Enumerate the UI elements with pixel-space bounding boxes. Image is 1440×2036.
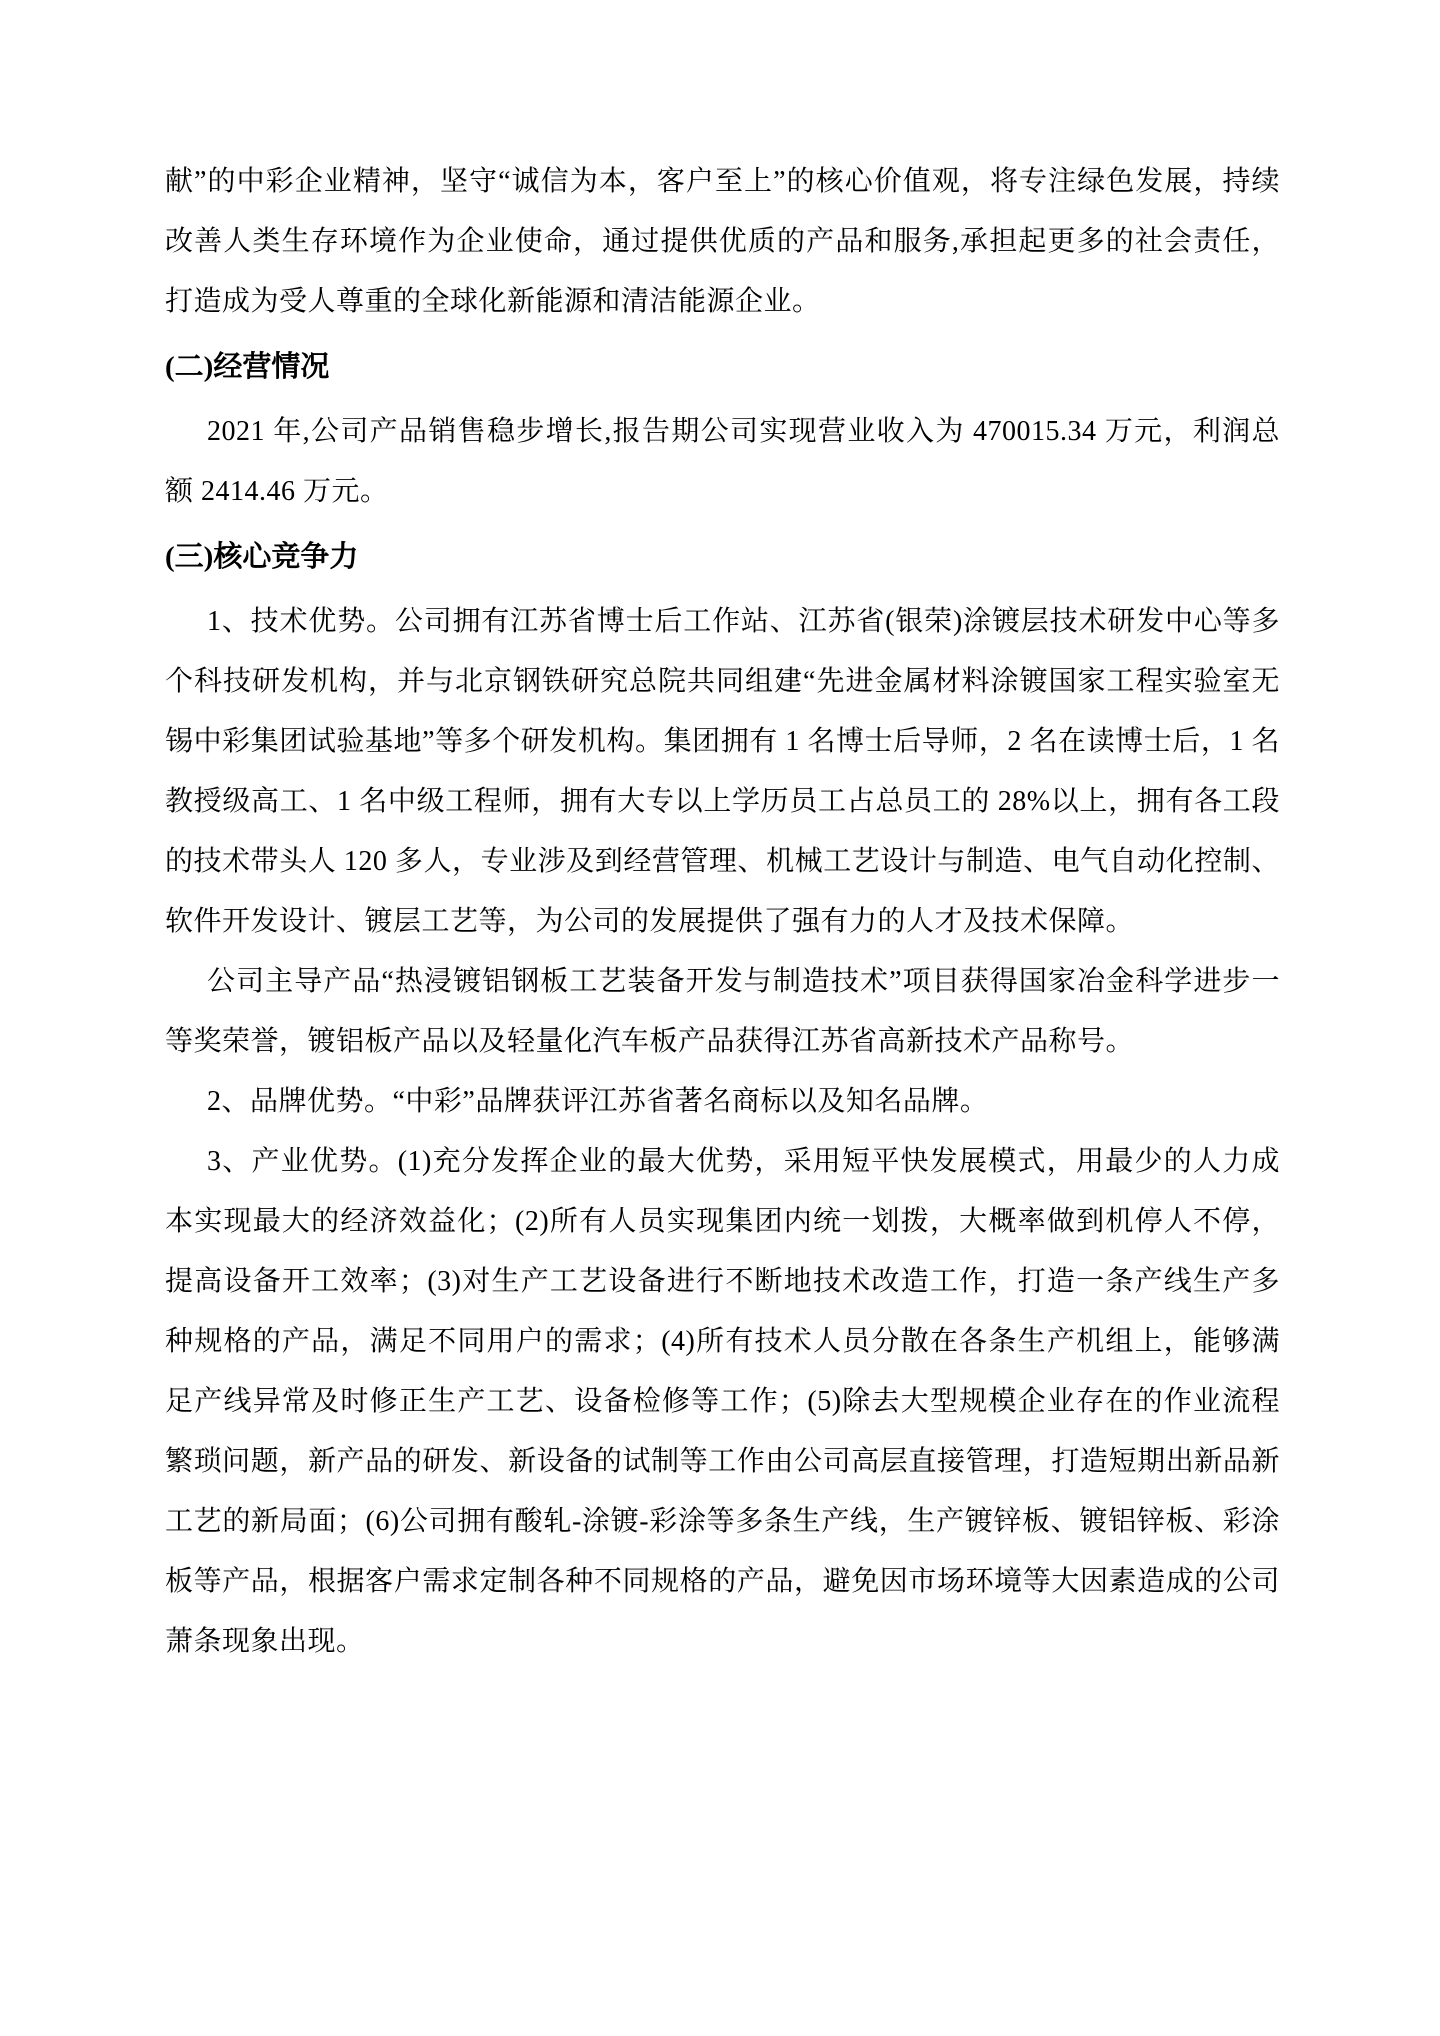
paragraph-brand-advantage: 2、品牌优势。“中彩”品牌获评江苏省著名商标以及知名品牌。 <box>207 1086 989 1117</box>
paragraph-technology-advantage: 1、技术优势。公司拥有江苏省博士后工作站、江苏省(银荣)涂镀层技术研发中心等多个科技研发机构，并与北京钢铁研究总院共同组建“先进金属材料涂镀国家工程实验室无锡中彩集团试验基地”等多个研发机构。集团拥有 1 名博士后导师，2 名在读博士后，1 名教授级高工、1 名中级工程师，拥有大专以上学历员工占总员工的 28%以上，拥有各工段的技术带头人 120 多人，专业涉及到经营管理、机械工艺设计与制造、电气自动化控制、软件开发设计、镀层工艺等，为公司的发展提供了强有力的人才及技术保障。 <box>165 606 1280 937</box>
paragraph-industry-advantage: 3、产业优势。(1)充分发挥企业的最大优势，采用短平快发展模式，用最少的人力成本实现最大的经济效益化；(2)所有人员实现集团内统一划拨，大概率做到机停人不停，提高设备开工效率；(3)对生产工艺设备进行不断地技术改造工作，打造一条产线生产多种规格的产品，满足不同用户的需求；(4)所有技术人员分散在各条生产机组上，能够满足产线异常及时修正生产工艺、设备检修等工作；(5)除去大型规模企业存在的作业流程繁琐问题，新产品的研发、新设备的试制等工作由公司高层直接管理，打造短期出新品新工艺的新局面；(6)公司拥有酸轧-涂镀-彩涂等多条生产线，生产镀锌板、镀铝锌板、彩涂板等产品，根据客户需求定制各种不同规格的产品，避免因市场环境等大因素造成的公司萧条现象出现。 <box>165 1146 1280 1657</box>
section-heading-operating-situation: (二)经营情况 <box>165 351 330 383</box>
paragraph-operating-results: 2021 年,公司产品销售稳步增长,报告期公司实现营业收入为 470015.34 万元，利润总额 2414.46 万元。 <box>165 416 1280 507</box>
section-heading-core-competitiveness: (三)核心竞争力 <box>165 541 359 573</box>
paragraph-company-spirit-continuation: 献”的中彩企业精神，坚守“诚信为本，客户至上”的核心价值观，将专注绿色发展，持续改善人类生存环境作为企业使命，通过提供优质的产品和服务,承担起更多的社会责任，打造成为受人尊重的全球化新能源和清洁能源企业。 <box>165 166 1280 317</box>
paragraph-product-awards: 公司主导产品“热浸镀铝钢板工艺装备开发与制造技术”项目获得国家冶金科学进步一等奖荣誉，镀铝板产品以及轻量化汽车板产品获得江苏省高新技术产品称号。 <box>165 966 1280 1057</box>
